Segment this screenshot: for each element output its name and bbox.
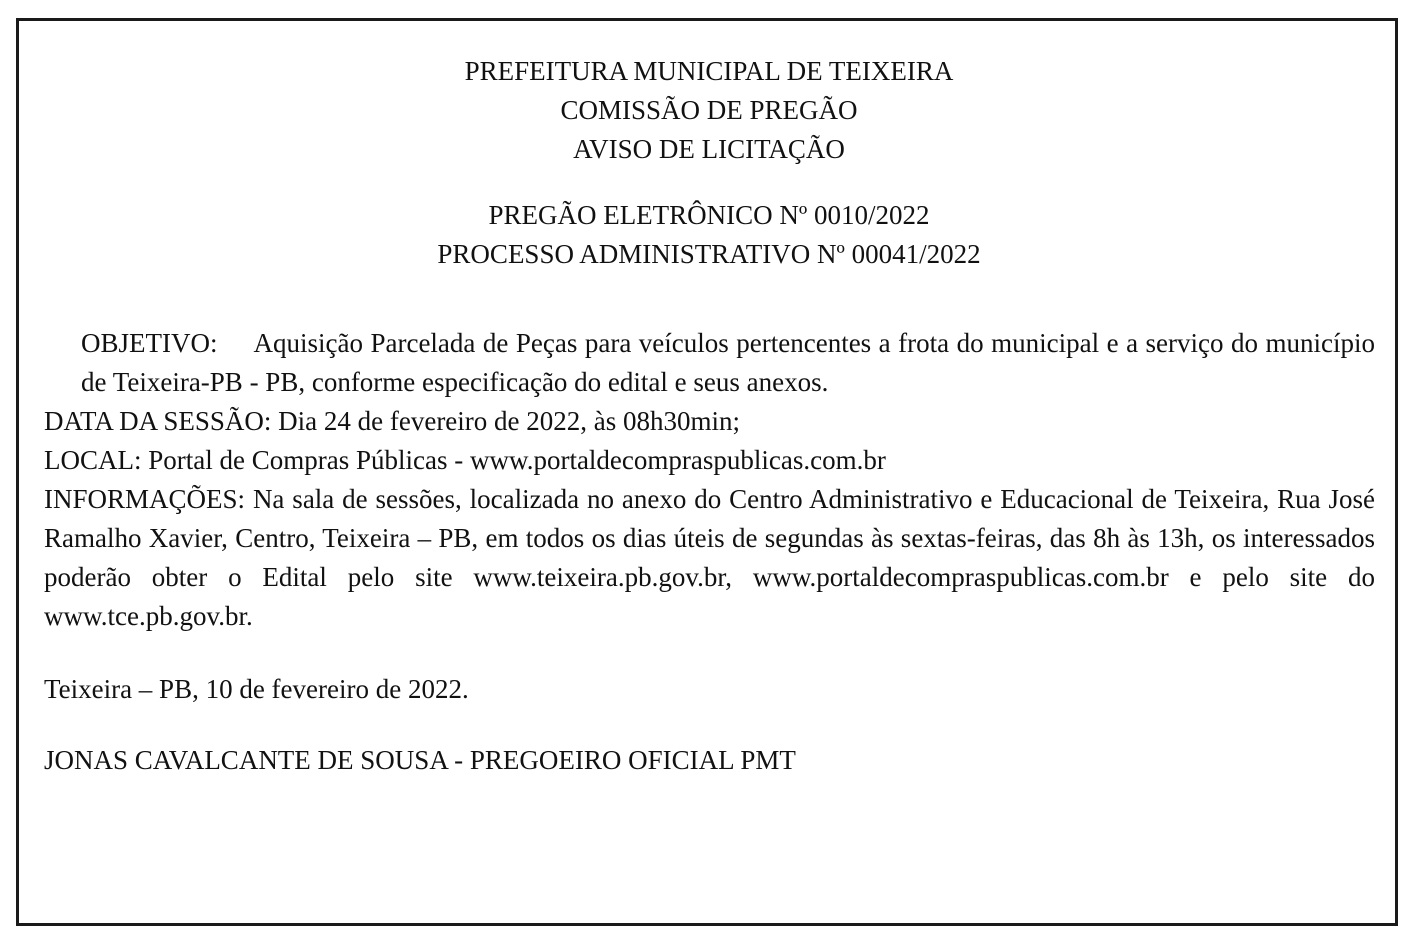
notice-title: AVISO DE LICITAÇÃO xyxy=(573,134,845,164)
processo-number: PROCESSO ADMINISTRATIVO Nº 00041/2022 xyxy=(437,239,981,269)
notice-body xyxy=(44,324,1375,636)
data-sessao-text: Dia 24 de fevereiro de 2022, às 08h30min; xyxy=(278,406,741,436)
pregao-number: PREGÃO ELETRÔNICO Nº 0010/2022 xyxy=(488,200,930,230)
place-date: Teixeira – PB, 10 de fevereiro de 2022. xyxy=(44,674,469,704)
objetivo-label: OBJETIVO: xyxy=(81,328,218,358)
notice-header xyxy=(0,52,1418,169)
data-sessao-label: DATA DA SESSÃO: xyxy=(44,406,272,436)
local-label: LOCAL: xyxy=(44,445,142,475)
local-text: Portal de Compras Públicas - www.portaldecompraspublicas.com.br xyxy=(148,445,886,475)
informacoes-text: Na sala de sessões, localizada no anexo do Centro Administrativo e Educacional de Teixeira, Rua José Ramalho Xavier, Centro, Teixeira – PB, em todos os dias úteis de segundas às sextas-feiras, das 8h às 13h, os interessados poderão obter o Edital pelo site www.teixeira.pb.gov.br, www.portaldecompraspublicas.com.br e pelo site do www.tce.pb.gov.br. xyxy=(44,484,1375,631)
objetivo-text: Aquisição Parcelada de Peças para veículos pertencentes a frota do municipal e a serviço do município de Teixeira-PB - PB, conforme especificação do edital e seus anexos. xyxy=(81,328,1375,397)
signature-line: JONAS CAVALCANTE DE SOUSA - PREGOEIRO OFICIAL PMT xyxy=(44,745,796,775)
institution-title: PREFEITURA MUNICIPAL DE TEIXEIRA xyxy=(464,56,954,86)
commission-title: COMISSÃO DE PREGÃO xyxy=(560,95,858,125)
informacoes-paragraph xyxy=(44,480,1375,636)
informacoes-label: INFORMAÇÕES: xyxy=(44,484,246,514)
objetivo-paragraph xyxy=(44,324,1375,402)
reference-block xyxy=(0,196,1418,274)
local-paragraph xyxy=(44,441,1375,480)
data-sessao-paragraph xyxy=(44,402,1375,441)
